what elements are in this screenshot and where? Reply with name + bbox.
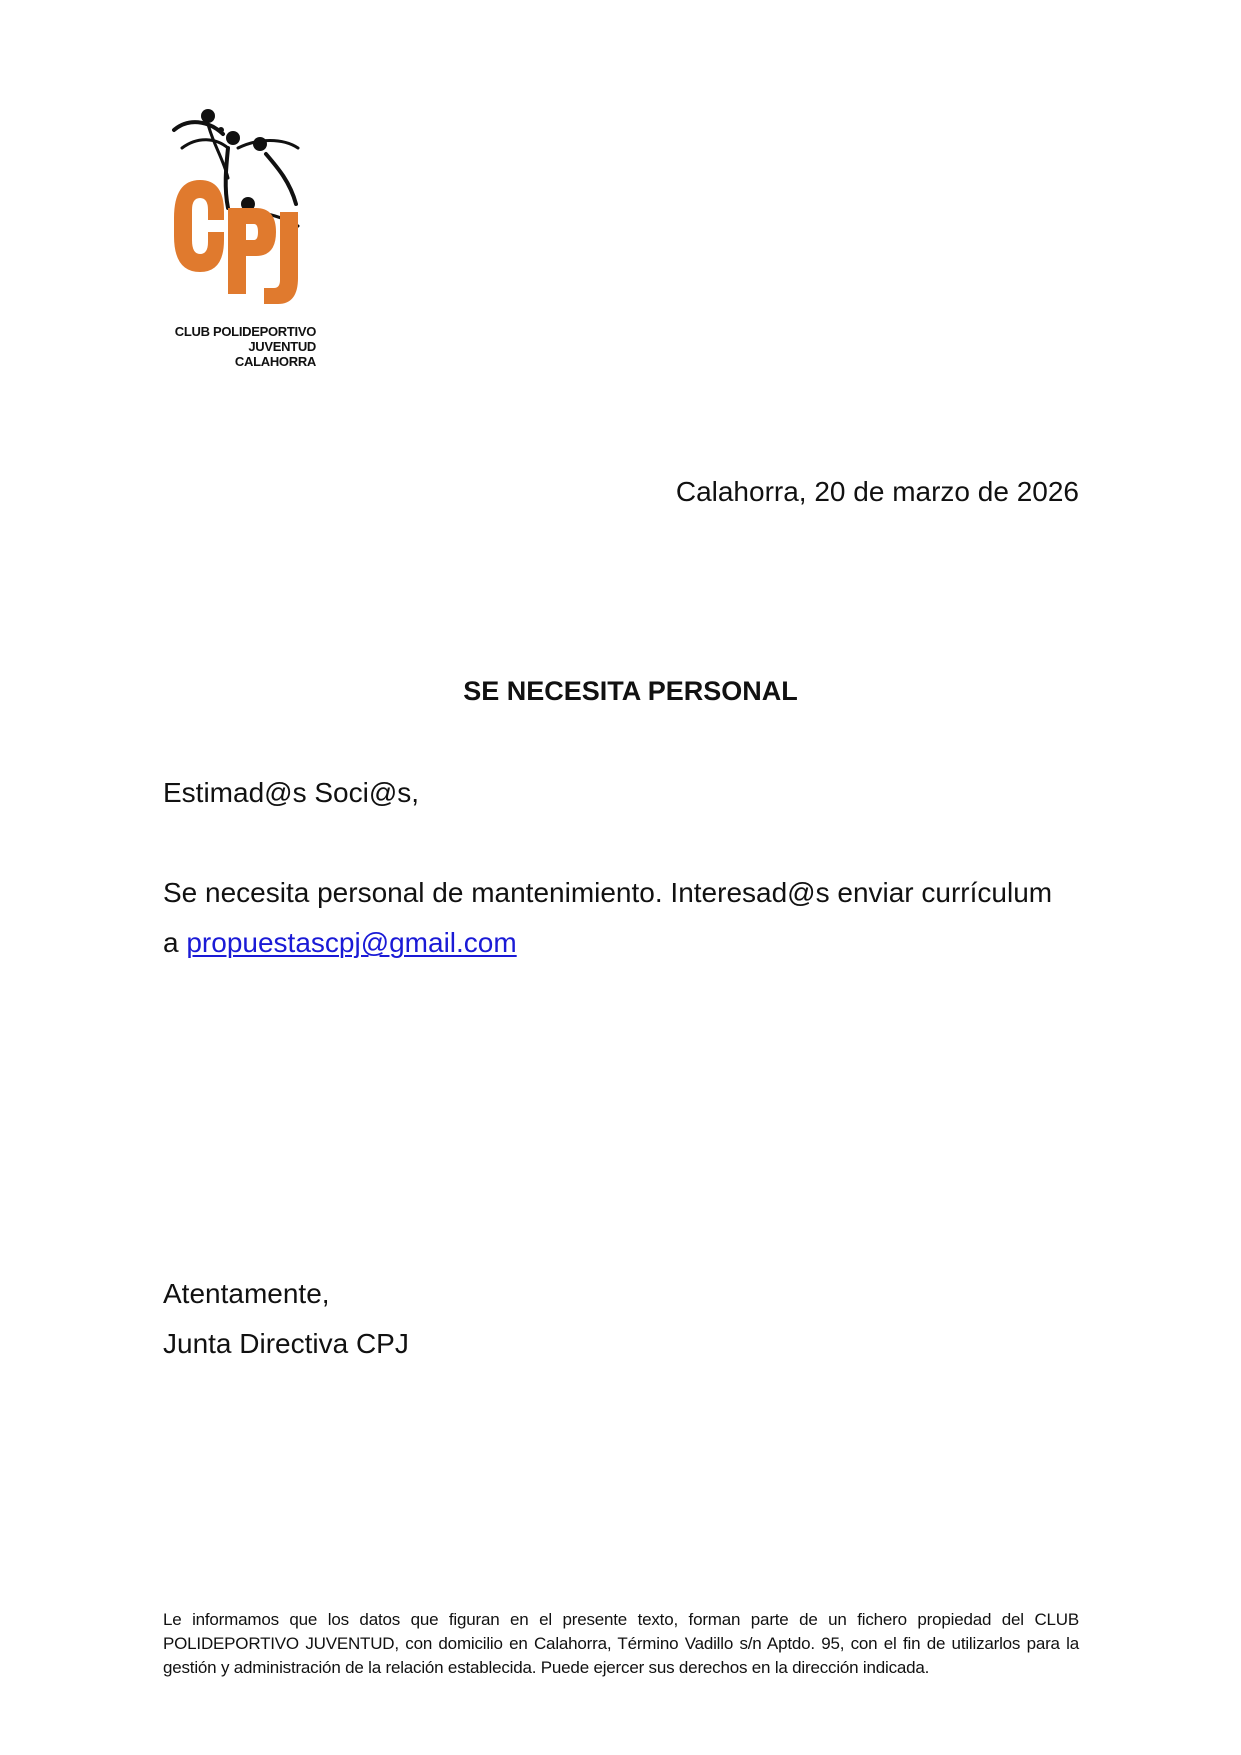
body-line-1: Se necesita personal de mantenimiento. Interesad@s enviar currículum [163, 877, 1053, 908]
letter-title: SE NECESITA PERSONAL [463, 676, 798, 706]
privacy-notice: Le informamos que los datos que figuran en el presente texto, forman parte de un fichero propiedad del CLUB POLIDEPORTIVO JUVENTUD, con domicilio en Calahorra, Término Vadillo s/n Aptdo. 95, con el fin de utilizarlos para la gestión y administración de la relación establecida. Puede ejercer sus derechos en la dirección indicada. [163, 1610, 1079, 1677]
closing: Atentamente, [163, 1278, 330, 1309]
club-name [168, 324, 316, 369]
body-line-2 [163, 925, 517, 961]
greeting: Estimad@s Soci@s, [163, 777, 420, 808]
signature: Junta Directiva CPJ [163, 1328, 409, 1359]
club-name-line-1: CLUB POLIDEPORTIVO [174, 324, 316, 339]
club-name-line-3: CALAHORRA [234, 354, 316, 369]
cpj-emblem [168, 108, 318, 318]
body-line-2-prefix: a [163, 927, 187, 958]
club-logo [168, 108, 318, 378]
club-name-line-2: JUVENTUD [248, 339, 316, 354]
letter-date: Calahorra, 20 de marzo de 2026 [675, 476, 1079, 507]
email-link[interactable]: propuestascpj@gmail.com [186, 927, 517, 958]
